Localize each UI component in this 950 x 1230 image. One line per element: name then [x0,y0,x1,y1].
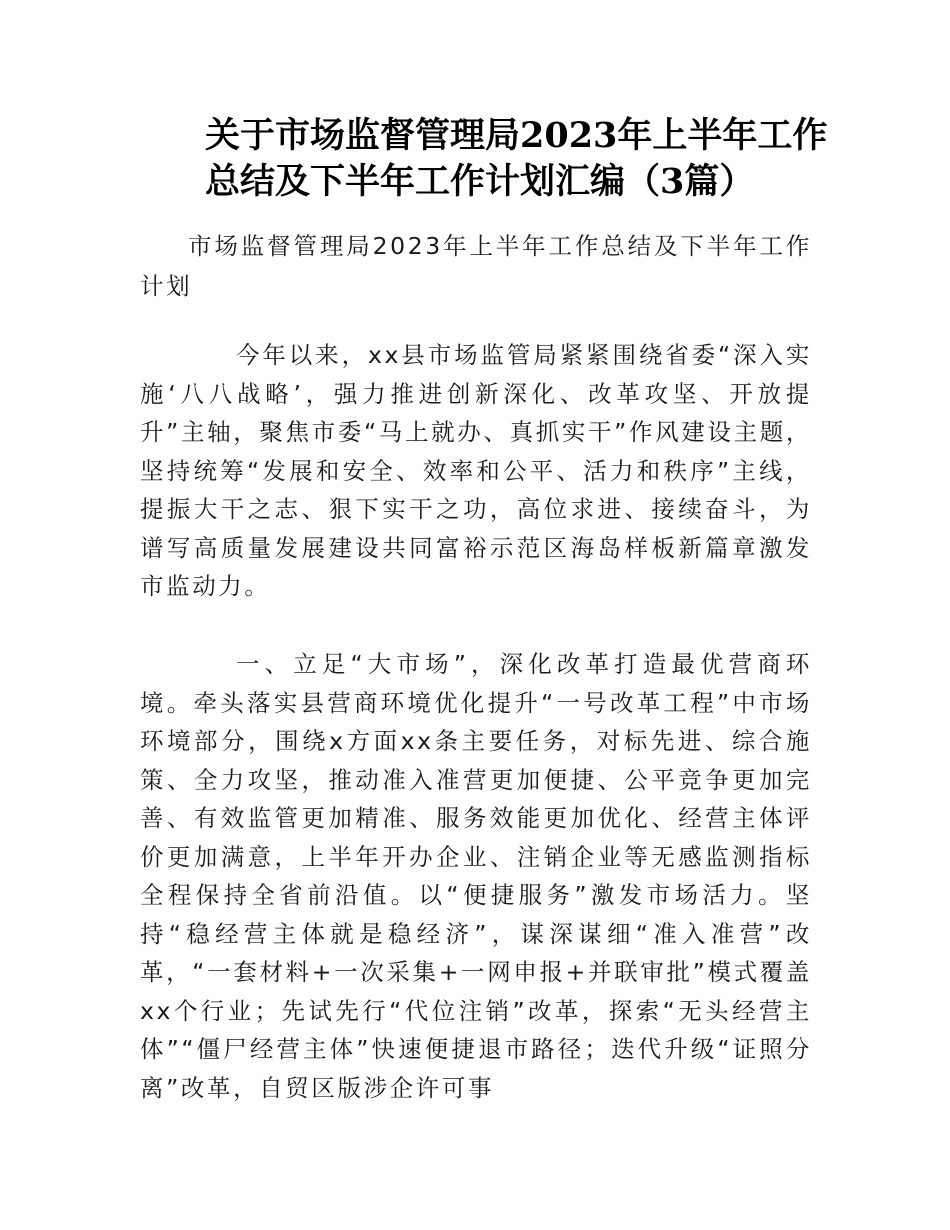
body-paragraph-section-one: 一、立足“大市场”，深化改革打造最优营商环境。牵头落实县营商环境优化提升“一号改革工程”中市场环境部分，围绕x方面xx条主要任务，对标先进、综合施策、全力攻坚，推动准入准营更加便捷、公平竞争更加完善、有效监管更加精准、服务效能更加优化、经营主体评价更加满意，上半年开办企业、注销企业等无感监测指标全程保持全省前沿值。以“便捷服务”激发市场活力。坚持“稳经营主体就是稳经济”，谋深谋细“准入准营”改革，“一套材料+一次采集+一网申报+并联审批”模式覆盖xx个行业；先试先行“代位注销”改革，探索“无头经营主体”“僵尸经营主体”快速便捷退市路径；迭代升级“证照分离”改革，自贸区版涉企许可事 [140,650,812,1102]
document-title-line-2: 总结及下半年工作计划汇编（3篇） [205,161,755,202]
section-subtitle: 市场监督管理局2023年上半年工作总结及下半年工作计划 [140,232,812,300]
document-title-line-1: 关于市场监督管理局2023年上半年工作 [205,115,828,156]
body-paragraph-intro: 今年以来，xx县市场监管局紧紧围绕省委“深入实施‘八八战略’，强力推进创新深化、改革攻坚、开放提升”主轴，聚焦市委“马上就办、真抓实干”作风建设主题，坚持统筹“发展和安全、效率和公平、活力和秩序”主线，提振大干之志、狠下实干之功，高位求进、接续奋斗，为谱写高质量发展建设共同富裕示范区海岛样板新篇章激发市监动力。 [140,341,812,600]
